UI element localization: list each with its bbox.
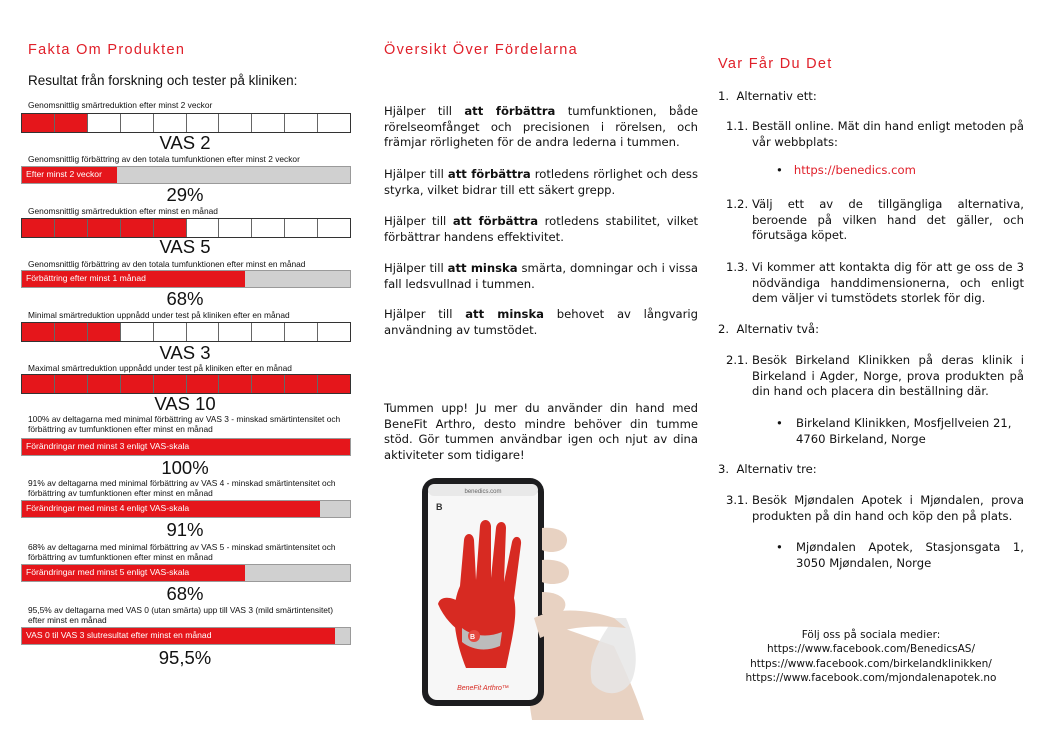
vas-cell-filled <box>88 323 121 341</box>
vas-cell-empty <box>219 114 252 132</box>
option-1-number: 1. <box>718 89 730 103</box>
vas-cell-filled <box>187 375 220 393</box>
vas-cell-empty <box>219 219 252 237</box>
website-link[interactable]: https://benedics.com <box>793 163 916 177</box>
option-3-number: 3. <box>718 462 730 476</box>
svg-text:benedics.com: benedics.com <box>464 489 502 495</box>
fact-caption: 91% av deltagarna med minimal förbättring av VAS 4 - minskad smärtintensitet och förbättring av tumfunktionen efter minst en månad <box>28 478 336 498</box>
vas-cell-filled <box>55 219 88 237</box>
progress-bar-label: Förbättring efter minst 1 månad <box>26 273 146 283</box>
option-1 <box>718 89 817 105</box>
fact-value: 68% <box>166 583 204 604</box>
benefit-1: Hjälper till att förbättra tumfunktionen, både rörelseomfånget och precisionen i rörelsen, och främjar rörligheten för de andra lederna i tummen. <box>384 104 699 149</box>
fact-value: 95,5% <box>158 647 212 668</box>
vas-cell-empty <box>219 323 252 341</box>
progress-bar <box>21 438 351 456</box>
vas-scale-grid <box>21 113 351 133</box>
vas-cell-filled <box>22 219 55 237</box>
fact-value: VAS 2 <box>159 132 211 153</box>
step-2-1-text: Besök Birkeland Klinikken på deras klinik i Birkeland i Agder, Norge, prova produkten på din hand och placera din beställning där. <box>752 353 1024 399</box>
bullet-dot: • <box>776 540 783 554</box>
fact-caption: Maximal smärtreduktion uppnådd under test på kliniken efter en månad <box>28 363 292 373</box>
progress-bar <box>21 166 351 184</box>
vas-cell-empty <box>154 323 187 341</box>
vas-cell-filled <box>55 323 88 341</box>
step-1-3-text: Vi kommer att kontakta dig för att ge oss de 3 nödvändiga handdimensionerna, och enligt dem väljer vi tumstödets storlek för dig. <box>752 260 1024 306</box>
vas-cell-filled <box>22 114 55 132</box>
vas-scale-grid <box>21 374 351 394</box>
fact-caption: Genomsnittlig förbättring av den totala tumfunktionen efter minst 2 veckor <box>28 154 300 164</box>
step-1-2-text: Välj ett av de tillgängliga alternativa, beroende på vilken hand det gäller, och förutsäga köpet. <box>752 197 1024 243</box>
fact-value: VAS 3 <box>159 342 211 363</box>
fact-value: 100% <box>161 457 209 478</box>
vas-cell-filled <box>154 375 187 393</box>
benefits-heading: Översikt Över Fördelarna <box>384 42 578 58</box>
facts-intro: Resultat från forskning och tester på kliniken: <box>28 73 298 88</box>
vas-cell-empty <box>318 323 350 341</box>
benefit-3: Hjälper till att förbättra rotledens stabilitet, vilket förbättrar handens effektivitet. <box>384 214 698 244</box>
vas-cell-filled <box>318 375 350 393</box>
vas-cell-empty <box>285 323 318 341</box>
hand-holding-phone-illustration <box>414 468 694 720</box>
option-3-title: Alternativ tre: <box>736 462 817 476</box>
step-3-1-text: Besök Mjøndalen Apotek i Mjøndalen, prova produkten på din hand och köp den på plats. <box>752 493 1024 523</box>
vas-cell-empty <box>187 323 220 341</box>
vas-cell-filled <box>154 219 187 237</box>
option-2-title: Alternativ två: <box>736 322 820 336</box>
social-link-benedics[interactable]: https://www.facebook.com/BenedicsAS/ <box>766 643 976 656</box>
product-facts-column <box>21 0 351 740</box>
vas-cell-empty <box>154 114 187 132</box>
vas-cell-empty <box>318 219 350 237</box>
vas-scale-grid <box>21 218 351 238</box>
progress-bar <box>21 270 351 288</box>
step-1-2-number: 1.2. <box>726 197 749 211</box>
benefit-5: Hjälper till att minska behovet av långvarig användning av tumstödet. <box>384 307 699 337</box>
benefit-2: Hjälper till att förbättra rotledens rörlighet och dess styrka, vilket bidrar till ett säkert grepp. <box>384 167 698 197</box>
step-3-1-bullet <box>776 540 1024 571</box>
option-1-title: Alternativ ett: <box>736 89 817 103</box>
progress-bar-label: Efter minst 2 veckor <box>26 169 102 179</box>
progress-bar <box>21 500 351 518</box>
fact-caption: Genomsnittlig förbättring av den totala tumfunktionen efter minst en månad <box>28 259 306 269</box>
step-2-1-number: 2.1. <box>726 353 749 367</box>
fact-value: VAS 5 <box>159 236 211 257</box>
fact-value: 91% <box>166 519 204 540</box>
option-2 <box>718 322 819 338</box>
product-phone-image <box>414 468 694 720</box>
svg-text:B: B <box>470 634 476 641</box>
vas-cell-empty <box>252 219 285 237</box>
progress-bar <box>21 564 351 582</box>
step-3-1-number: 3.1. <box>726 493 749 507</box>
progress-bar-label: VAS 0 til VAS 3 slutresultat efter minst en månad <box>26 630 212 640</box>
fact-caption: 100% av deltagarna med minimal förbättring av VAS 3 - minskad smärtintensitet och förbättring av tumfunktionen efter minst en månad <box>28 414 341 434</box>
step-1-1-number: 1.1. <box>726 119 749 133</box>
where-to-buy-column <box>714 0 1026 740</box>
vas-cell-empty <box>285 114 318 132</box>
benefits-column <box>384 0 698 740</box>
vas-cell-filled <box>22 323 55 341</box>
fact-caption: Genomsnittlig smärtreduktion efter minst 2 veckor <box>28 100 213 110</box>
bullet-dot: • <box>776 416 783 430</box>
social-media-block <box>714 628 1028 686</box>
closing-text: Tummen upp! Ju mer du använder din hand med BeneFit Arthro, desto mindre behöver din tumme stöd. Gör tummen användbar igen och njut av dina aktiviteter som tidigare! <box>384 401 698 462</box>
step-1-1-text: Beställ online. Mät din hand enligt metoden på vår webbplats: <box>752 119 1025 149</box>
vas-cell-filled <box>55 375 88 393</box>
step-1-3-number: 1.3. <box>726 260 749 274</box>
vas-cell-empty <box>252 114 285 132</box>
vas-cell-empty <box>121 114 154 132</box>
option-3 <box>718 462 817 478</box>
social-title: Följ oss på sociala medier: <box>801 629 941 641</box>
vas-cell-filled <box>88 219 121 237</box>
fact-value: 29% <box>166 184 204 205</box>
vas-cell-filled <box>55 114 88 132</box>
vas-cell-filled <box>22 375 55 393</box>
vas-cell-empty <box>187 114 220 132</box>
fact-value: VAS 10 <box>154 393 216 414</box>
clinic-address: Birkeland Klinikken, Mosfjellveien 21, 4760 Birkeland, Norge <box>796 416 1012 446</box>
vas-cell-filled <box>252 375 285 393</box>
vas-cell-empty <box>121 323 154 341</box>
vas-cell-empty <box>88 114 121 132</box>
fact-caption: 95,5% av deltagarna med VAS 0 (utan smärta) upp till VAS 3 (mild smärtintensitet) efter minst en månad <box>28 605 334 625</box>
vas-cell-filled <box>121 375 154 393</box>
fact-caption: Minimal smärtreduktion uppnådd under test på kliniken efter en månad <box>28 310 290 320</box>
vas-cell-empty <box>318 114 350 132</box>
progress-bar <box>21 627 351 645</box>
svg-text:BeneFit Arthro™: BeneFit Arthro™ <box>457 685 509 692</box>
facts-heading: Fakta Om Produkten <box>28 42 186 58</box>
pharmacy-address: Mjøndalen Apotek, Stasjonsgata 1, 3050 Mjøndalen, Norge <box>796 540 1024 570</box>
where-heading: Var Får Du Det <box>718 56 833 72</box>
vas-scale-grid <box>21 322 351 342</box>
vas-cell-filled <box>88 375 121 393</box>
progress-bar-label: Förändringar med minst 4 enligt VAS-skala <box>26 503 190 513</box>
vas-cell-filled <box>121 219 154 237</box>
vas-cell-empty <box>285 219 318 237</box>
progress-bar-label: Förändringar med minst 5 enligt VAS-skala <box>26 567 190 577</box>
vas-cell-empty <box>252 323 285 341</box>
bullet-dot: • <box>776 163 783 177</box>
option-2-number: 2. <box>718 322 730 336</box>
fact-caption: Genomsnittlig smärtreduktion efter minst en månad <box>28 206 218 216</box>
step-1-1-bullet <box>776 163 916 179</box>
svg-text:B: B <box>436 502 443 512</box>
social-link-birkeland[interactable]: https://www.facebook.com/birkelandklinikken/ <box>750 657 992 670</box>
vas-cell-filled <box>285 375 318 393</box>
fact-caption: 68% av deltagarna med minimal förbättring av VAS 5 - minskad smärtintensitet och förbättring av tumfunktionen efter minst en månad <box>28 542 336 562</box>
fact-value: 68% <box>166 288 204 309</box>
benefit-4: Hjälper till att minska smärta, domningar och i vissa fall ledsvullnad i tummen. <box>384 261 699 291</box>
vas-cell-empty <box>187 219 220 237</box>
social-link-mjondalen[interactable]: https://www.facebook.com/mjondalenapotek.no <box>745 672 997 685</box>
vas-cell-filled <box>219 375 252 393</box>
progress-bar-label: Förändringar med minst 3 enligt VAS-skala <box>26 441 190 451</box>
step-2-1-bullet <box>776 416 1024 447</box>
